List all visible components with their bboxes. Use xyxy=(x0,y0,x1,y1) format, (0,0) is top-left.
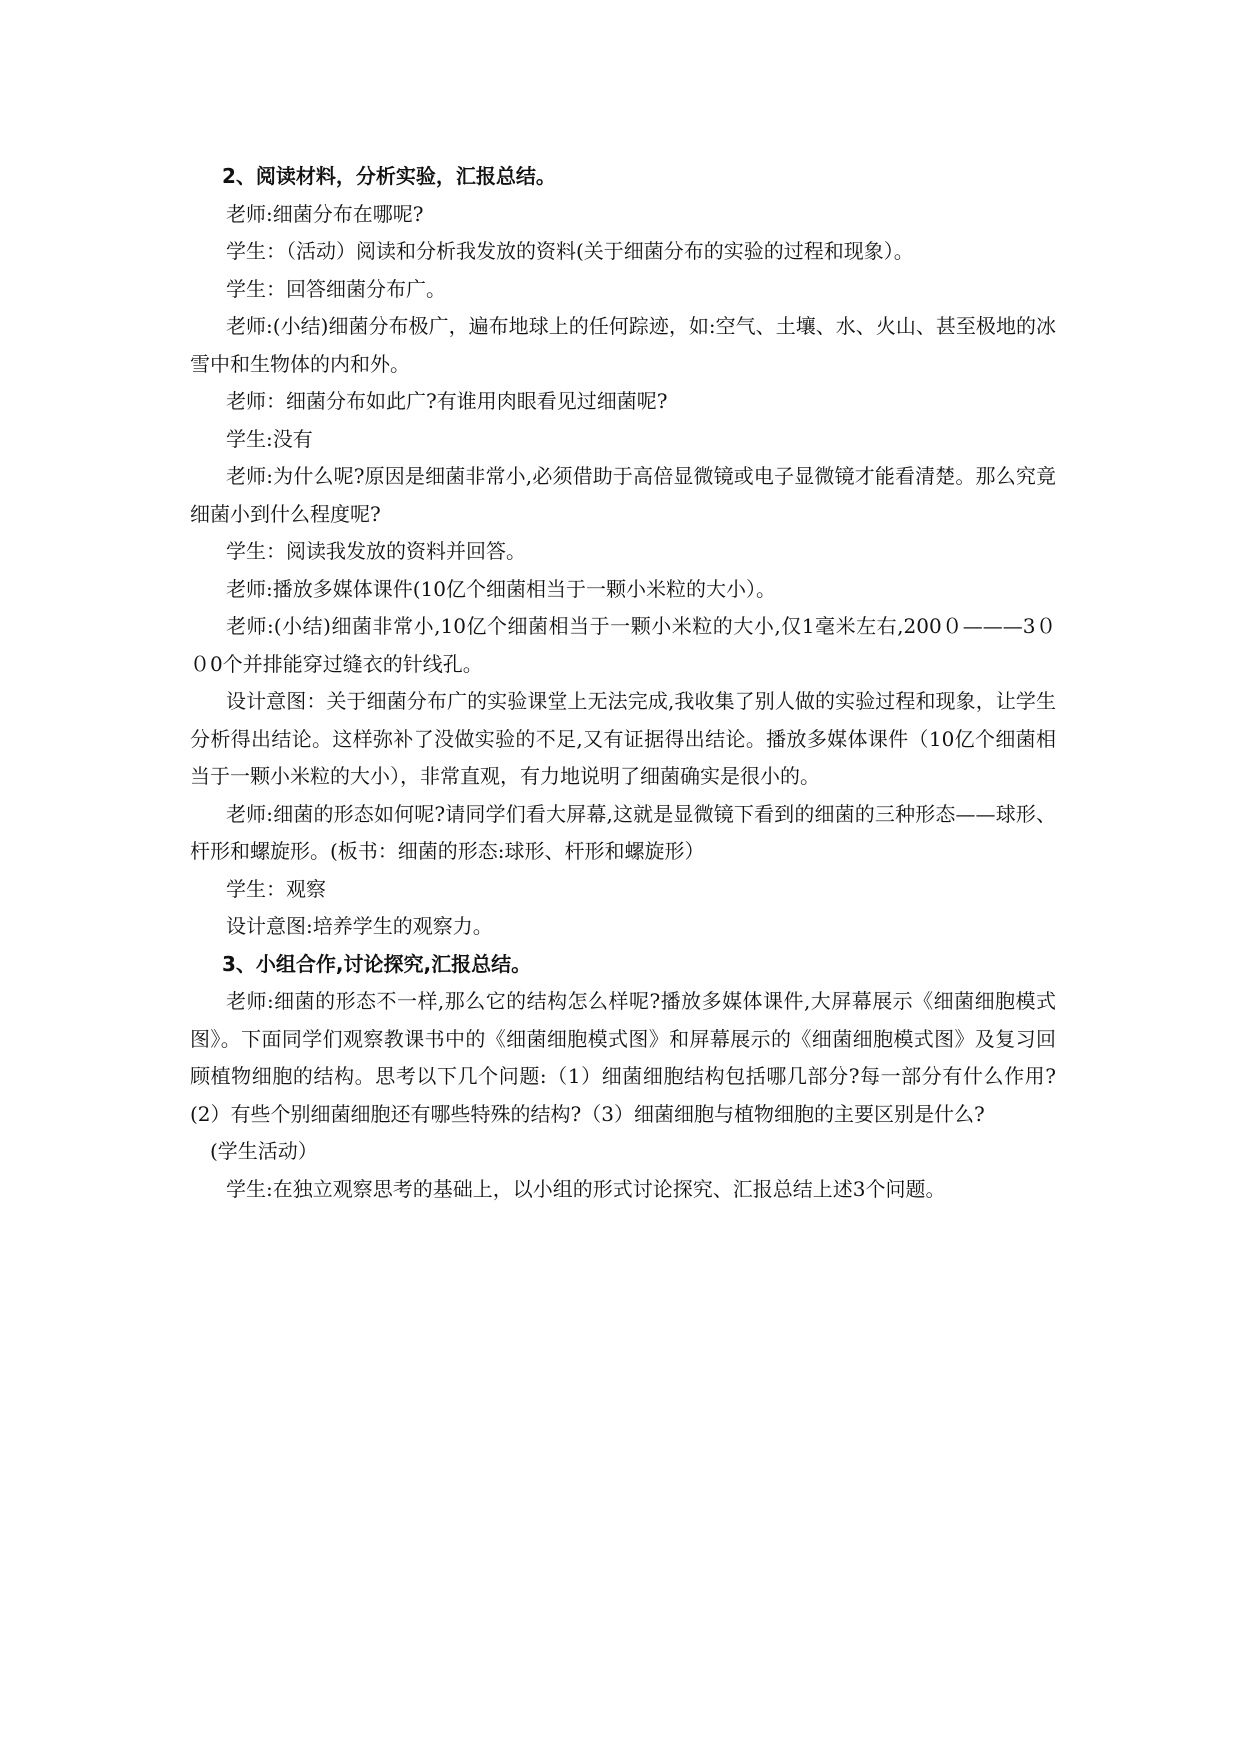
design-intent-paragraph: 设计意图：关于细菌分布广的实验课堂上无法完成,我收集了别人做的实验过程和现象，让学生分析得出结论。这样弥补了没做实验的不足,又有证据得出结论。播放多媒体课件（10亿个细菌相当于一颗小米粒的大小），非常直观，有力地说明了细菌确实是很小的。 xyxy=(190,689,1056,788)
paragraph: 老师:细菌的形态如何呢?请同学们看大屏幕,这就是显微镜下看到的细菌的三种形态——球形、杆形和螺旋形。(板书：细菌的形态:球形、杆形和螺旋形） xyxy=(190,801,1056,863)
section-heading-2: 2、阅读材料，分析实验，汇报总结。 xyxy=(222,164,556,188)
paragraph: 老师:细菌的形态不一样,那么它的结构怎么样呢?播放多媒体课件,大屏幕展示《细菌细胞模式图》。下面同学们观察教课书中的《细菌细胞模式图》和屏幕展示的《细菌细胞模式图》及复习回顾植物细胞的结构。思考以下几个问题:（1）细菌细胞结构包括哪几部分?每一部分有什么作用?(2）有些个别细菌细胞还有哪些特殊的结构?（3）细菌细胞与植物细胞的主要区别是什么? xyxy=(190,989,1056,1126)
design-intent-paragraph: 设计意图:培养学生的观察力。 xyxy=(226,914,493,938)
paragraph: 学生：回答细菌分布广。 xyxy=(226,276,446,301)
paragraph: 学生：观察 xyxy=(226,876,326,901)
paragraph: 学生：阅读我发放的资料并回答。 xyxy=(226,539,526,563)
paragraph: 学生:没有 xyxy=(226,426,313,451)
paragraph: 老师:(小结)细菌非常小,10亿个细菌相当于一颗小米粒的大小,仅1毫米左右,200０———3０ ０0个并排能穿过缝衣的针线孔。 xyxy=(190,614,1063,676)
student-activity-note: (学生活动） xyxy=(210,1139,318,1163)
paragraph: 老师:细菌分布在哪呢? xyxy=(226,201,424,226)
paragraph: 老师:为什么呢?原因是细菌非常小,必须借助于高倍显微镜或电子显微镜才能看清楚。那么究竟细菌小到什么程度呢? xyxy=(190,464,1056,526)
document-page xyxy=(190,158,1063,1208)
paragraph: 学生:在独立观察思考的基础上，以小组的形式讨论探究、汇报总结上述3个问题。 xyxy=(226,1176,946,1201)
paragraph: 老师：细菌分布如此广?有谁用肉眼看见过细菌呢? xyxy=(226,389,668,413)
paragraph: 学生：（活动）阅读和分析我发放的资料(关于细菌分布的实验的过程和现象）。 xyxy=(226,239,914,263)
paragraph: 老师:播放多媒体课件(10亿个细菌相当于一颗小米粒的大小）。 xyxy=(226,576,776,601)
section-heading-3: 3、小组合作,讨论探究,汇报总结。 xyxy=(222,951,532,976)
paragraph: 老师:(小结)细菌分布极广，遍布地球上的任何踪迹，如:空气、土壤、水、火山、甚至极地的冰雪中和生物体的内和外。 xyxy=(190,314,1056,376)
